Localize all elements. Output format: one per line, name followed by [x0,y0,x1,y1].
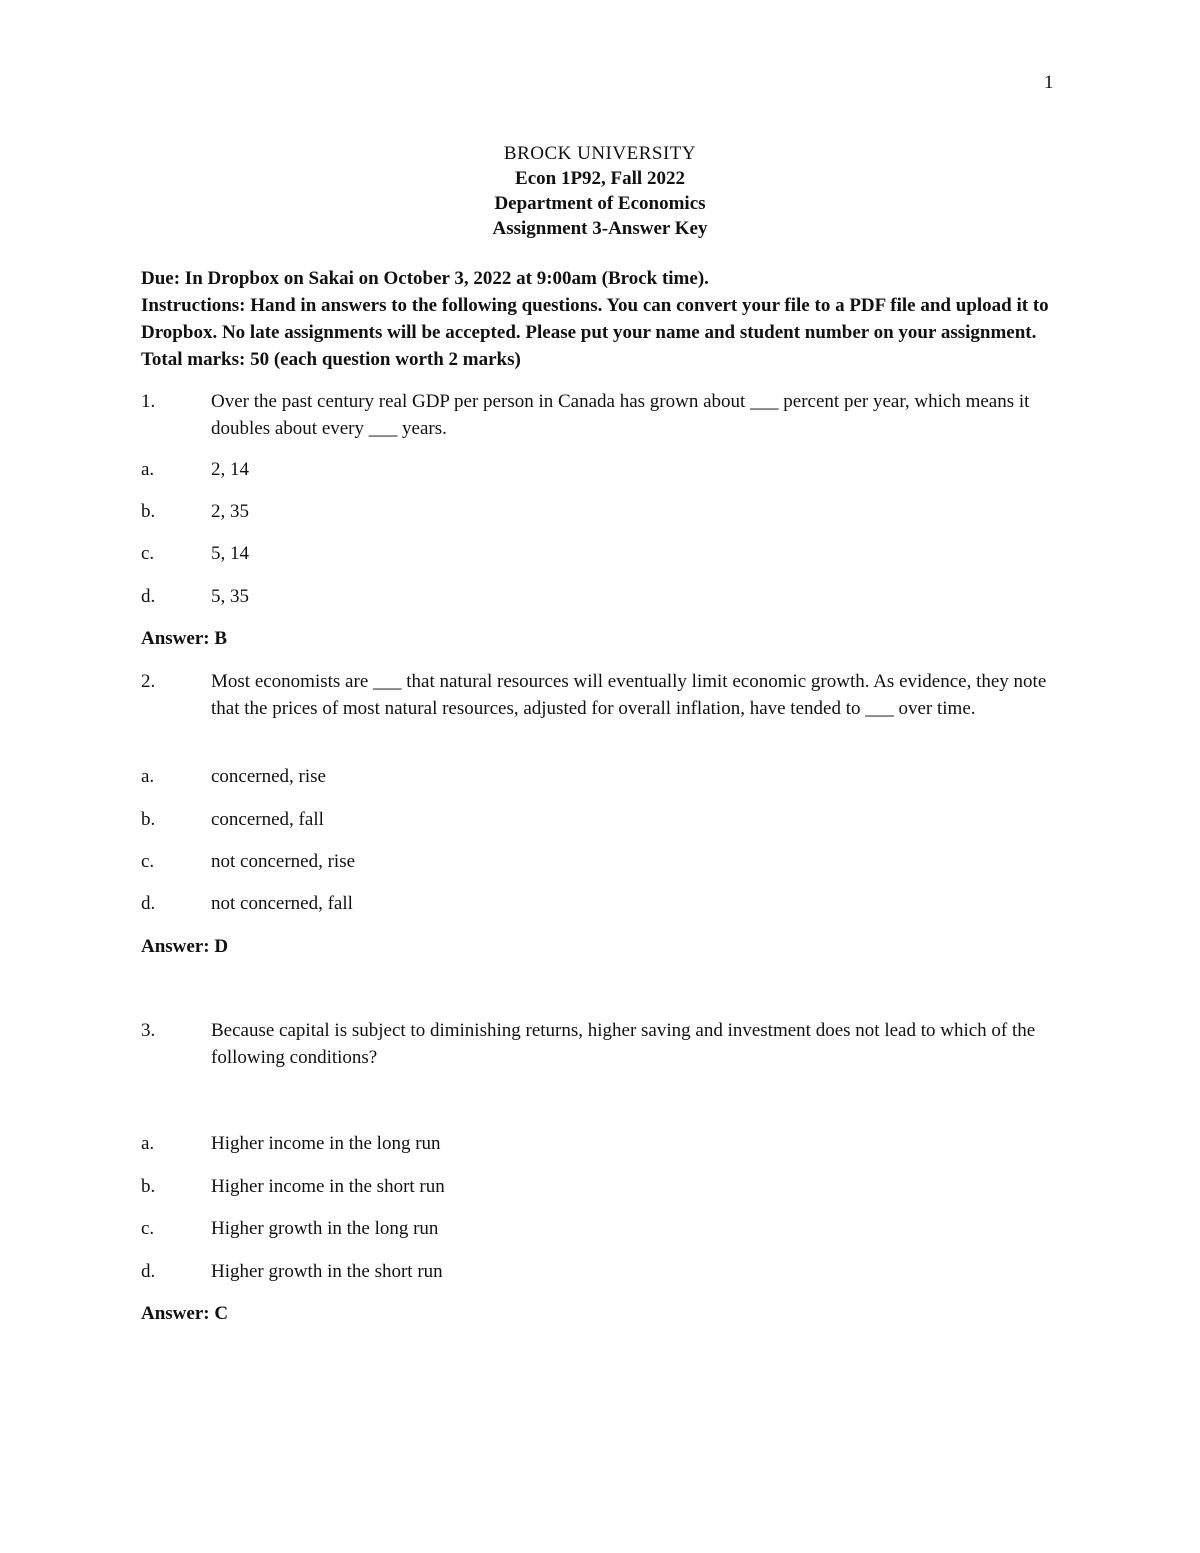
option-letter: a. [141,1133,155,1154]
instructions-block [141,265,1061,373]
option-text: concerned, fall [211,809,324,830]
course-name: Econ 1P92, Fall 2022 [515,168,685,189]
question-number: 1. [141,391,156,412]
answer-line: Answer: B [141,628,228,649]
option-text: 2, 14 [211,459,249,480]
option-letter: b. [141,1176,156,1197]
question-text: Most economists are ___ that natural resources will eventually limit economic growth. As evidence, they note that the prices of most natural resources, adjusted for overall inflation, have tended to ___ over time. [211,671,1047,719]
option-text: Higher growth in the long run [211,1218,439,1239]
option-letter: b. [141,809,156,830]
university-name: BROCK UNIVERSITY [503,143,697,164]
option-letter: d. [141,586,156,607]
option-letter: b. [141,501,156,522]
option-text: Higher growth in the short run [211,1261,443,1282]
option-text: 2, 35 [211,501,249,522]
option-letter: c. [141,543,155,564]
department-name: Department of Economics [494,193,706,214]
option-letter: d. [141,1261,156,1282]
answer-line: Answer: D [141,936,229,957]
page-number: 1 [1044,72,1054,93]
question-text: Over the past century real GDP per person in Canada has grown about ___ percent per year, which means it doubles about every ___ years. [211,391,1030,439]
due-line: Due: In Dropbox on Sakai on October 3, 2022 at 9:00am (Brock time). [141,268,709,289]
option-letter: c. [141,1218,155,1239]
option-text: Higher income in the long run [211,1133,441,1154]
option-text: 5, 35 [211,586,249,607]
document-header [0,141,1200,241]
assignment-title: Assignment 3-Answer Key [492,218,708,239]
option-text: not concerned, fall [211,893,353,914]
option-letter: a. [141,459,155,480]
option-text: 5, 14 [211,543,249,564]
option-text: not concerned, rise [211,851,356,872]
question-text: Because capital is subject to diminishing returns, higher saving and investment does not lead to which of the following conditions? [211,1020,1036,1068]
option-text: concerned, rise [211,766,326,787]
option-text: Higher income in the short run [211,1176,445,1197]
option-letter: d. [141,893,156,914]
option-letter: a. [141,766,155,787]
answer-line: Answer: C [141,1303,229,1324]
instructions-text: Instructions: Hand in answers to the following questions. You can convert your file to a PDF file and upload it to Dropbox. No late assignments will be accepted. Please put your name and student number on your assignment. Total marks: 50 (each question worth 2 marks) [141,295,1049,370]
option-letter: c. [141,851,155,872]
question-number: 2. [141,671,156,692]
question-number: 3. [141,1020,156,1041]
